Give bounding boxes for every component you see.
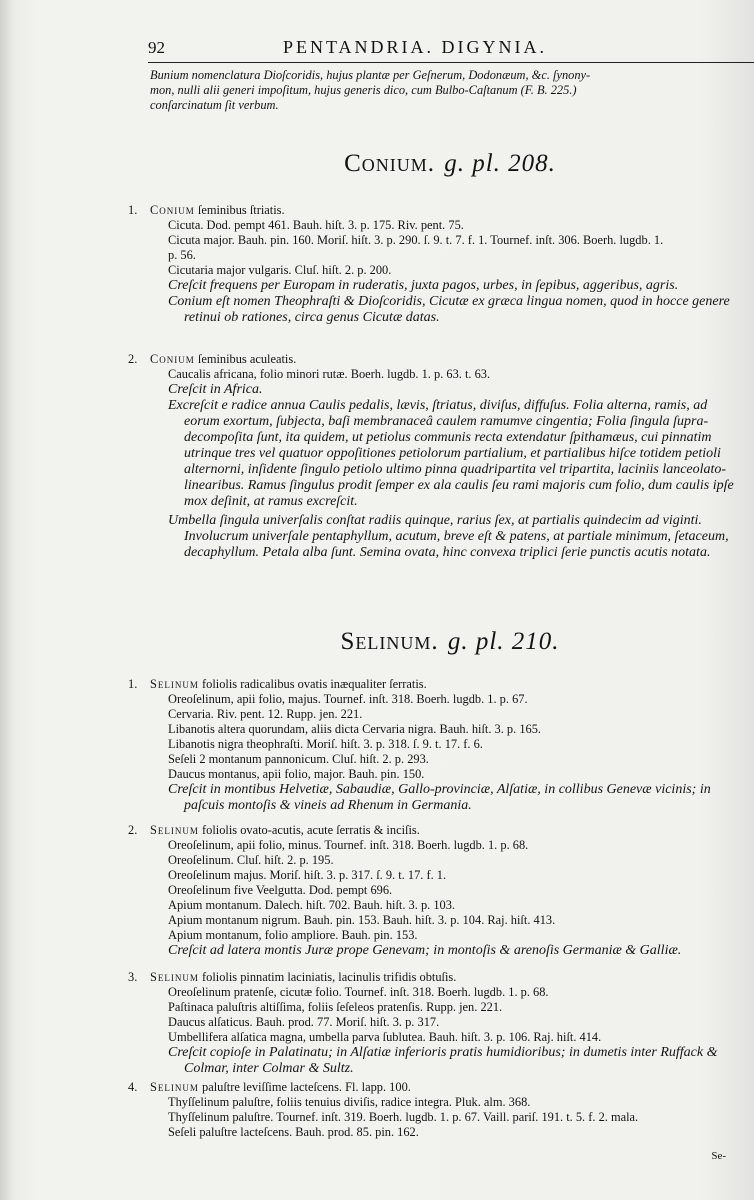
synonym-line: Oreoſelinum. Cluſ. hiſt. 2. p. 195. [168,853,334,867]
species-diagnosis: foliolis pinnatim laciniatis, lacinulis trifidis obtuſis. [202,970,457,984]
species-entry [128,823,740,959]
synonym-line: Oreoſelinum pratenſe, cicutæ folio. Tournef. inſt. 318. Boerh. lugdb. 1. p. 68. [168,985,549,999]
synonym-line: Libanotis nigra theophraſti. Moriſ. hiſt. 3. p. 318. ſ. 9. t. 17. f. 6. [168,737,483,751]
species-entry [128,1080,740,1140]
species-genus: Conium [150,203,195,217]
species-number: 3. [128,970,138,984]
synonym-line: Apium montanum. Dalech. hiſt. 702. Bauh. hiſt. 3. p. 103. [168,898,456,912]
species-number: 1. [128,677,138,691]
species-diagnosis: ſeminibus aculeatis. [197,352,297,366]
synonym-line: Oreoſelinum, apii folio, majus. Tournef. inſt. 318. Boerh. lugdb. 1. p. 67. [168,692,528,706]
synonym-line: Oreoſelinum majus. Moriſ. hiſt. 3. p. 317. ſ. 9. t. 17. f. 1. [168,868,447,882]
catchword: Se- [711,1150,726,1162]
species-genus: Selinum [150,677,199,691]
synonym-line: p. 56. [168,248,196,262]
synonym-line: Daucus alſaticus. Bauh. prod. 77. Moriſ. hiſt. 3. p. 317. [168,1015,440,1029]
synonym-line: Thyſſelinum paluſtre. Tournef. inſt. 319. Boerh. lugdb. 1. p. 67. Vaill. pariſ. 191. t. 5. f. 2. mala. [168,1110,639,1124]
habitat-note: Creſcit ad latera montis Juræ prope Genevam; in montoſis & arenoſis Germaniæ & Galliæ. [168,943,682,958]
synonym-line: Paſtinaca paluſtris altiſſima, foliis ſeſeleos pratenſis. Rupp. jen. 221. [168,1000,503,1014]
species-diagnosis: paluſtre leviſſime lacteſcens. Fl. lapp. 100. [202,1080,411,1094]
synonym-line: Seſeli 2 montanum pannonicum. Cluſ. hiſt. 2. p. 293. [168,752,429,766]
species-genus: Selinum [150,1080,199,1094]
intro-line: mon, nulli alii generi impoſitum, hujus generis dico, cum Bulbo-Caſtanum (F. B. 225.) [150,83,577,97]
page-number: 92 [148,38,165,57]
genus-heading-conium [150,150,750,178]
habitat-note: Creſcit in montibus Helvetiæ, Sabaudiæ, Gallo-provinciæ, Alſatiæ, in collibus Genevæ vicinis; in paſcuis montoſis & vineis ad Rhenum in Germania. [168,782,711,813]
genus-heading-selinum [150,628,750,656]
species-genus: Selinum [150,970,199,984]
intro-paragraph [150,68,740,113]
habitat-note: Creſcit frequens per Europam in ruderatis, juxta pagos, urbes, in ſepibus, aggeribus, agris. [168,278,679,293]
synonym-line: Thyſſelinum paluſtre, foliis tenuius diviſis, radice integra. Pluk. alm. 368. [168,1095,531,1109]
description-note: Umbella ſingula univerſalis conſtat radiis quinque, rarius ſex, at partialis quindecim ad viginti. Involucrum univerſale pentaphyllum, acutum, breve eſt & patens, at partiale minimum, ſetaceum, decaphyllum. Petala alba ſunt. Semina ovata, hinc convexa triplici ſerie punctis acutis notata. [168,513,729,560]
synonym-line: Apium montanum, folio ampliore. Bauh. pin. 153. [168,928,418,942]
species-entry [128,352,740,561]
synonym-line: Oreoſelinum five Veelgutta. Dod. pempt 696. [168,883,393,897]
synonym-line: Cervaria. Riv. pent. 12. Rupp. jen. 221. [168,707,363,721]
species-entry [128,203,740,326]
intro-line: Bunium nomenclatura Dioſcoridis, hujus plantæ per Geſnerum, Dodonæum, &c. ſynony- [150,68,591,82]
synonym-line: Cicutaria major vulgaris. Cluſ. hiſt. 2. p. 200. [168,263,392,277]
intro-line: conſarcinatum ſit verbum. [150,98,279,112]
genus-reference: g. pl. 210. [447,628,560,655]
habitat-note: Creſcit in Africa. [168,382,263,397]
synonym-line: Oreoſelinum, apii folio, minus. Tournef. inſt. 318. Boerh. lugdb. 1. p. 68. [168,838,529,852]
genus-name: Conium. [344,150,435,177]
species-diagnosis: foliolis radicalibus ovatis inæqualiter ſerratis. [202,677,427,691]
synonym-line: Umbellifera alſatica magna, umbella parva ſublutea. Bauh. hiſt. 3. p. 106. Raj. hiſt. 414. [168,1030,602,1044]
species-genus: Selinum [150,823,199,837]
species-number: 2. [128,823,138,837]
species-diagnosis: foliolis ovato-acutis, acute ſerratis & inciſis. [202,823,420,837]
species-genus: Conium [150,352,195,366]
species-entry [128,677,740,814]
description-note: Excreſcit e radice annua Caulis pedalis, lævis, ſtriatus, diviſus, diffuſus. Folia alterna, ramis, ad eorum exortum, ſubjecta, baſi membranaceâ caulem ramumve cingentia; Folia ſingula ſupra-decompoſita ſunt, ita quidem, ut petiolus communis recta extendatur ſpithamæus, cui pinnatim utrinque tres vel quatuor oppoſitiones petiolorum partialium, et partialibus hiſce totidem petioli alternorni, inſidente ſingulo petiolo ultimo pinna quadripartita vel tripartita, laciniis lanceolato-linearibus. Ramus ſingulus prodit ſemper ex ala caulis ſeu rami majoris cum folio, dum caulis ipſe mox deſinit, at ramus excreſcit. [168,398,734,509]
species-number: 2. [128,352,138,366]
species-number: 1. [128,203,138,217]
species-entry [128,970,740,1077]
species-number: 4. [128,1080,138,1094]
synonym-line: Libanotis altera quorundam, aliis dicta Cervaria nigra. Bauh. hiſt. 3. p. 165. [168,722,542,736]
species-diagnosis: ſeminibus ſtriatis. [197,203,285,217]
habitat-note: Creſcit copioſe in Palatinatu; in Alſatiæ inferioris pratis humidioribus; in dumetis inter Ruffack & Colmar, inter Colmar & Sultz. [168,1045,718,1076]
synonym-line: Apium montanum nigrum. Bauh. pin. 153. Bauh. hiſt. 3. p. 104. Raj. hiſt. 413. [168,913,556,927]
synonym-line: Daucus montanus, apii folio, major. Bauh. pin. 150. [168,767,425,781]
page-header [148,36,754,63]
commentary-note: Conium eſt nomen Theophraſti & Dioſcoridis, Cicutæ ex græca lingua nomen, quod in hocce genere retinui ob rationes, circa genus Cicutæ datas. [168,294,730,325]
genus-reference: g. pl. 208. [444,150,556,177]
synonym-line: Cicuta. Dod. pempt 461. Bauh. hiſt. 3. p. 175. Riv. pent. 75. [168,218,464,232]
genus-name: Selinum. [340,628,439,655]
synonym-line: Caucalis africana, folio minori rutæ. Boerh. lugdb. 1. p. 63. t. 63. [168,367,491,381]
running-title: PENTANDRIA. DIGYNIA. [283,37,548,57]
synonym-line: Seſeli paluſtre lacteſcens. Bauh. prod. 85. pin. 162. [168,1125,419,1139]
synonym-line: Cicuta major. Bauh. pin. 160. Moriſ. hiſt. 3. p. 290. ſ. 9. t. 7. f. 1. Tournef. inſt. 306. Boerh. lugdb. 1. [168,233,664,247]
